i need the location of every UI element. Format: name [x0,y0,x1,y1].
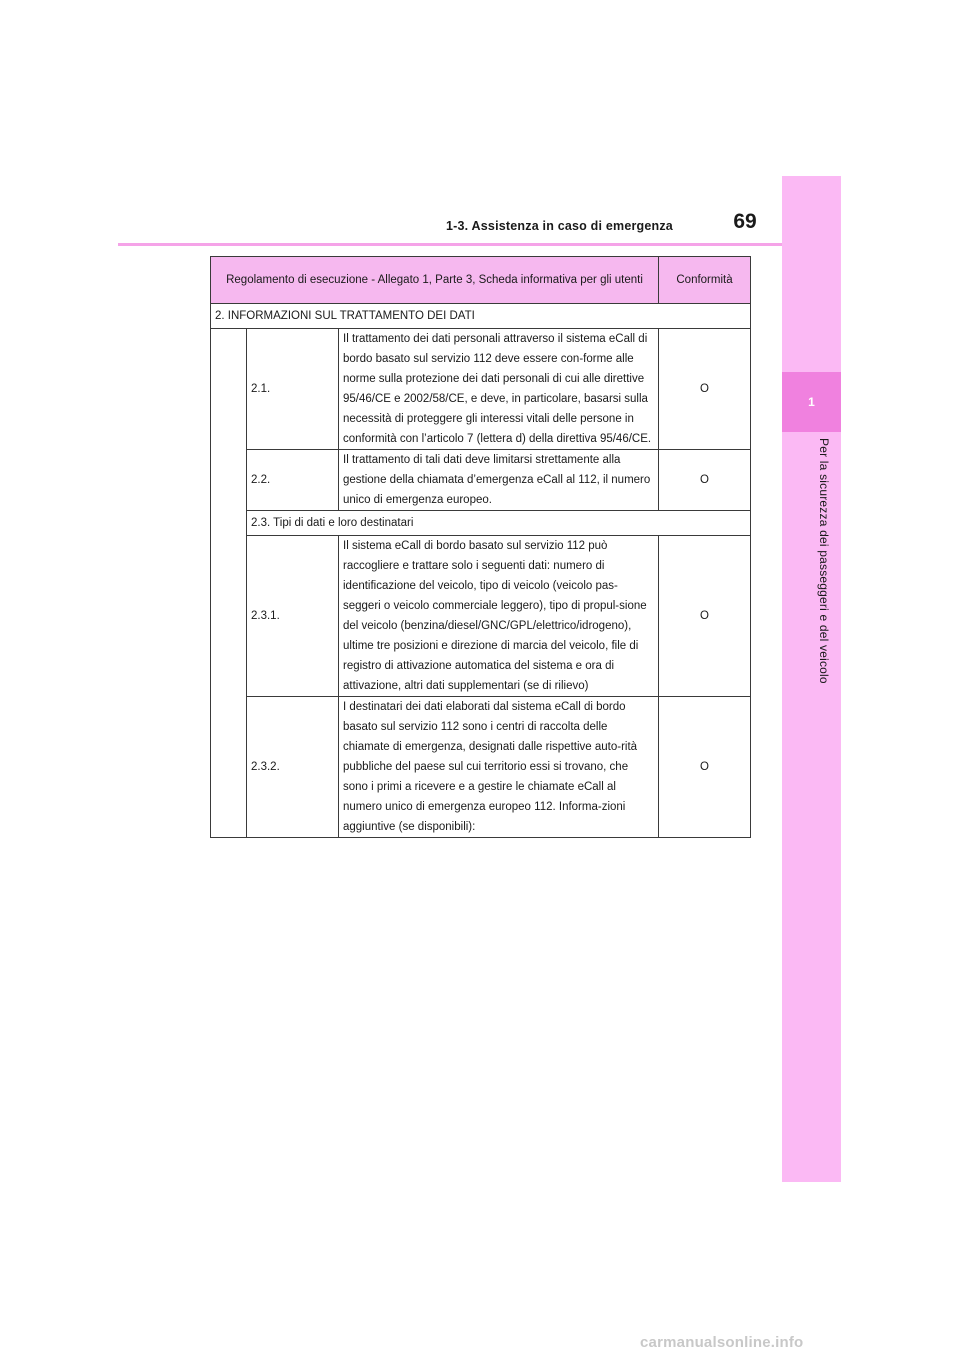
subsection-row [211,511,751,536]
table-row [211,536,751,697]
subsection-title: 2.3. Tipi di dati e loro destinatari [247,511,751,536]
chapter-number-badge [782,372,841,432]
chapter-title: Per la sicurezza dei passeggeri e del veicolo [817,438,831,684]
row-conformity: O [659,536,751,697]
section-title: 2. INFORMAZIONI SUL TRATTAMENTO DEI DATI [211,304,751,329]
row-conformity: O [659,329,751,450]
table-row [211,329,751,450]
row-text: I destinatari dei dati elaborati dal sistema eCall di bordo basato sul servizio 112 sono i centri di raccolta delle chiamate di emergenza, designati dalle rispettive auto-rità pubbliche del paese sul cui territorio essi si trovano, che sono i primi a ricevere e a gestire le chiamate eCall al numero unico di emergenza europeo 112. Informa-zioni aggiuntive (se disponibili): [339,697,659,838]
table-row [211,697,751,838]
row-conformity: O [659,697,751,838]
header-regulation: Regolamento di esecuzione - Allegato 1, Parte 3, Scheda informativa per gli utenti [211,257,659,304]
row-text: Il trattamento dei dati personali attraverso il sistema eCall di bordo basato sul servizio 112 deve essere con-forme alle norme sulla protezione dei dati personali di cui alle direttive 95/46/CE e 2002/58/CE, e deve, in particolare, basarsi sulla necessità di proteggere gli interessi vitali delle persone in conformità con l’articolo 7 (lettera d) della direttiva 95/46/CE. [339,329,659,450]
row-text: Il sistema eCall di bordo basato sul servizio 112 può raccogliere e trattare solo i seguenti dati: numero di identificazione del veicolo, tipo di veicolo (veicolo pas-seggeri o veicolo commerciale leggero), tipo di propul-sione del veicolo (benzina/diesel/GNC/GPL/elettrico/idrogeno), ultime tre posizioni e direzione di marcia del veicolo, file di registro di attivazione automatica del sistema e ora di attivazione, altri dati supplementari (se di rilievo) [339,536,659,697]
header-rule [118,243,782,246]
row-text: Il trattamento di tali dati deve limitarsi strettamente alla gestione della chiamata d’emergenza eCall al 112, il numero unico di emergenza europeo. [339,450,659,511]
table-header-row [211,257,751,304]
regulation-table [210,256,751,838]
row-number: 2.2. [247,450,339,511]
table-row [211,450,751,511]
header-conformity: Conformità [659,257,751,304]
page-number: 69 [733,210,757,233]
watermark: carmanualsonline.info [640,1334,804,1351]
section-header-title: 1-3. Assistenza in caso di emergenza [446,219,673,233]
row-number: 2.3.1. [247,536,339,697]
row-number: 2.1. [247,329,339,450]
row-number: 2.3.2. [247,697,339,838]
row-conformity: O [659,450,751,511]
chapter-number: 1 [808,395,815,409]
section-row [211,304,751,329]
indent-cell [211,329,247,838]
